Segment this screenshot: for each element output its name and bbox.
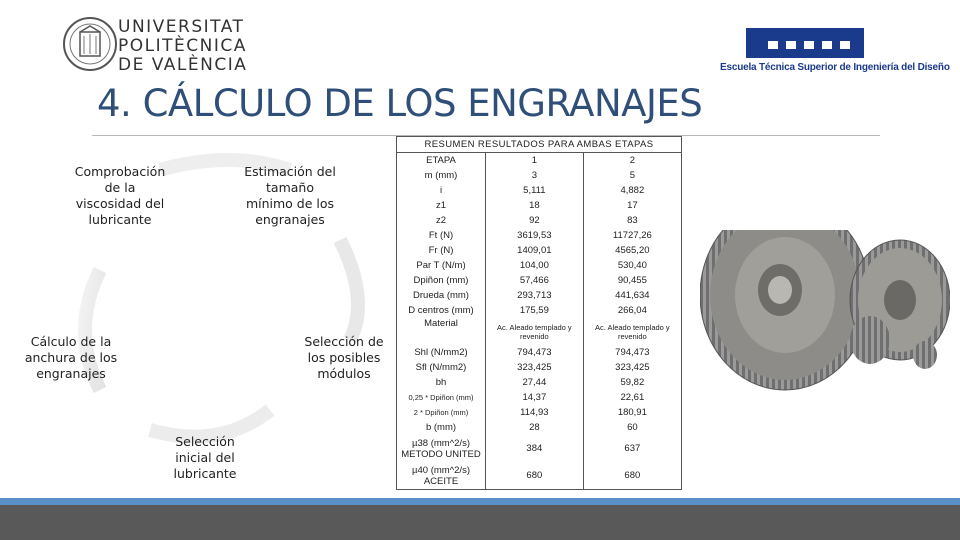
table-row: bh 27,44 59,82 (397, 375, 682, 390)
diagram-step-gear-size: Estimación del tamaño mínimo de los engranajes (244, 164, 336, 227)
university-line: UNIVERSITAT (118, 17, 245, 37)
table-row: 2 * Dpiñon (mm) 114,93 180,91 (397, 405, 682, 420)
table-row: ETAPA 1 2 (397, 153, 682, 169)
table-row: i 5,111 4,882 (397, 183, 682, 198)
cycle-arrow (340, 240, 358, 340)
cycle-arrow (150, 410, 270, 437)
table-title: RESUMEN RESULTADOS PARA AMBAS ETAPAS (397, 137, 682, 153)
table-row: µ38 (mm^2/s) METODO UNITED 384 637 (397, 435, 682, 462)
university-name (118, 18, 247, 75)
school-name: Escuela Técnica Superior de Ingeniería del Diseño (720, 62, 950, 73)
diagram-step-gear-width: Cálculo de la anchura de los engranajes (24, 334, 118, 381)
table-row: z1 18 17 (397, 198, 682, 213)
table-row: D centros (mm) 175,59 266,04 (397, 303, 682, 318)
slide-title: 4. CÁLCULO DE LOS ENGRANAJES (97, 82, 703, 125)
table-row: Par T (N/m) 104,00 530,40 (397, 258, 682, 273)
table-row: b (mm) 28 60 (397, 420, 682, 435)
table-row: µ40 (mm^2/s) ACEITE 680 680 (397, 462, 682, 490)
gearbox-render-image (700, 230, 950, 460)
table-row: 0,25 * Dpiñon (mm) 14,37 22,61 (397, 390, 682, 405)
table-row: Sfl (N/mm2) 323,425 323,425 (397, 360, 682, 375)
diagram-step-modules: Selección de los posibles módulos (304, 334, 384, 381)
results-summary-table (396, 136, 682, 490)
footer-bar (0, 505, 960, 540)
diagram-step-initial-lubricant: Selección inicial del lubricante (173, 434, 237, 481)
table-row: Drueda (mm) 293,713 441,634 (397, 288, 682, 303)
table-row: Fr (N) 1409,01 4565,20 (397, 243, 682, 258)
table-row: z2 92 83 (397, 213, 682, 228)
university-line: DE VALÈNCIA (118, 55, 248, 75)
school-logo-banner (746, 28, 864, 58)
table-row: Ft (N) 3619,53 11727,26 (397, 228, 682, 243)
table-row: Shl (N/mm2) 794,473 794,473 (397, 345, 682, 360)
diagram-step-lubricant-viscosity: Comprobación de la viscosidad del lubricante (74, 164, 166, 227)
table-row: Dpiñon (mm) 57,466 90,455 (397, 273, 682, 288)
footer-accent-bar (0, 498, 960, 505)
table-row: Material Ac. Aleado templado y revenido Ac. Aleado templado y revenido (397, 318, 682, 345)
table-row: m (mm) 3 5 (397, 168, 682, 183)
university-line: POLITÈCNICA (118, 36, 247, 56)
